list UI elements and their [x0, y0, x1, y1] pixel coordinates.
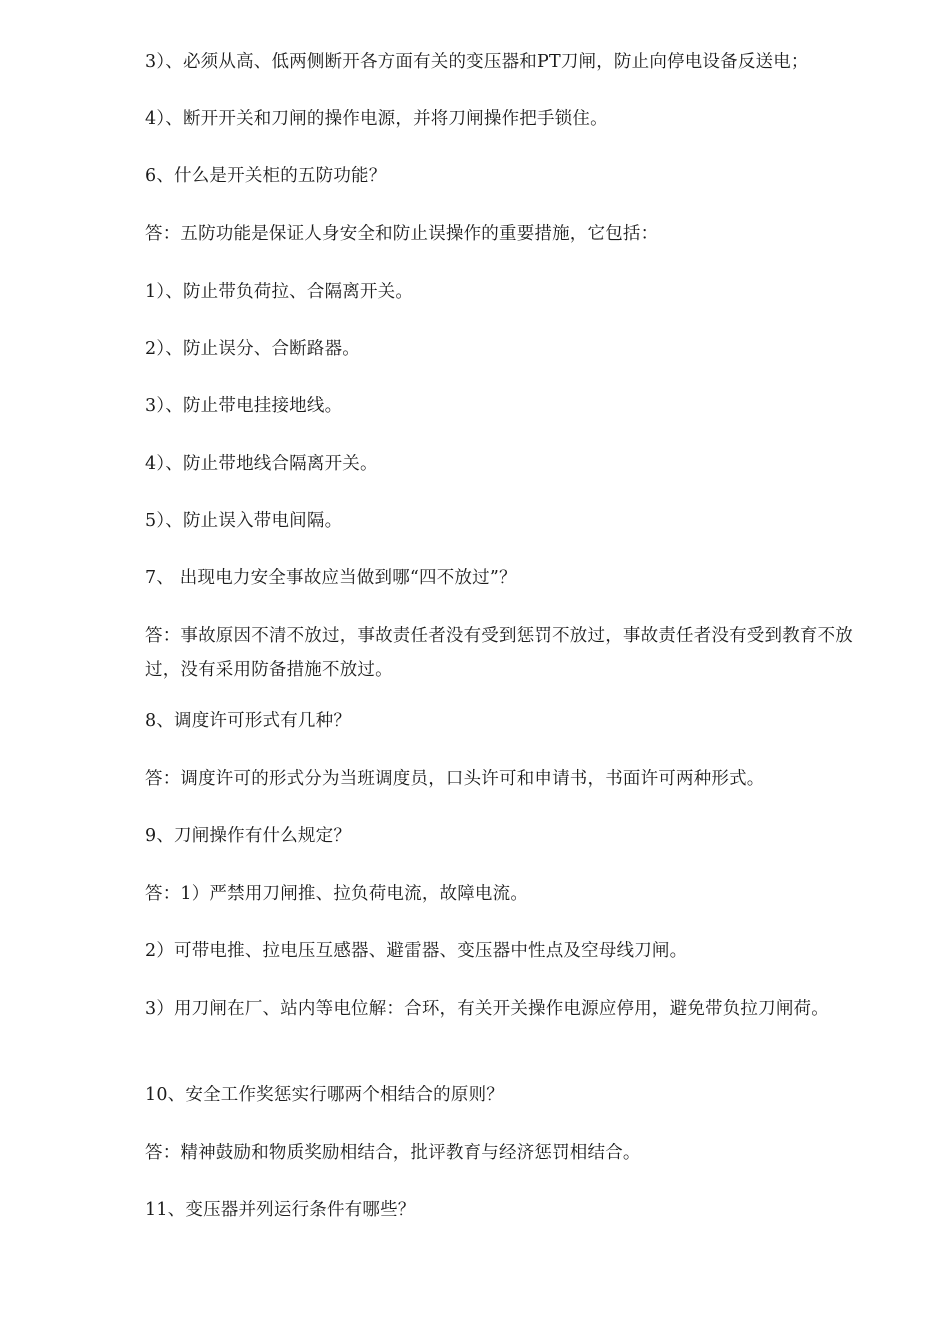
paragraph-3-cut-transformer-pt: 3）、必须从高、低两侧断开各方面有关的变压器和PT刀闸，防止向停电设备反送电； [145, 52, 809, 72]
answer-7: 答：事故原因不清不放过，事故责任者没有受到惩罚不放过，事故责任者没有受到教育不放过，没有采用防备措施不放过。 [145, 626, 853, 680]
question-7: 7、 出现电力安全事故应当做到哪“四不放过”？ [145, 568, 517, 588]
paragraph-4-lock-handle: 4）、断开开关和刀闸的操作电源，并将刀闸操作把手锁住。 [145, 109, 608, 129]
question-8: 8、调度许可形式有几种？ [145, 711, 352, 731]
answer-9-item-2: 2）可带电推、拉电压互感器、避雷器、变压器中性点及空母线刀闸。 [145, 941, 688, 961]
answer-8: 答：调度许可的形式分为当班调度员，口头许可和申请书，书面许可两种形式。 [145, 769, 765, 789]
question-10: 10、安全工作奖惩实行哪两个相结合的原则？ [145, 1085, 504, 1105]
answer-6-item-5: 5）、防止误入带电间隔。 [145, 511, 343, 531]
answer-9-item-1: 答：1）严禁用刀闸推、拉负荷电流，故障电流。 [145, 884, 529, 904]
answer-6: 答：五防功能是保证人身安全和防止误操作的重要措施，它包括： [145, 224, 659, 244]
answer-10: 答：精神鼓励和物质奖励相结合，批评教育与经济惩罚相结合。 [145, 1143, 641, 1163]
question-11: 11、变压器并列运行条件有哪些？ [145, 1200, 416, 1220]
question-6: 6、什么是开关柜的五防功能？ [145, 166, 387, 186]
answer-9-item-3: 3）用刀闸在厂、站内等电位解：合环，有关开关操作电源应停用，避免带负拉刀闸荷。 [145, 999, 829, 1019]
answer-6-item-4: 4）、防止带地线合隔离开关。 [145, 454, 378, 474]
answer-6-item-3: 3）、防止带电挂接地线。 [145, 396, 343, 416]
answer-6-item-2: 2）、防止误分、合断路器。 [145, 339, 360, 359]
question-9: 9、刀闸操作有什么规定？ [145, 826, 352, 846]
answer-6-item-1: 1）、防止带负荷拉、合隔离开关。 [145, 282, 414, 302]
